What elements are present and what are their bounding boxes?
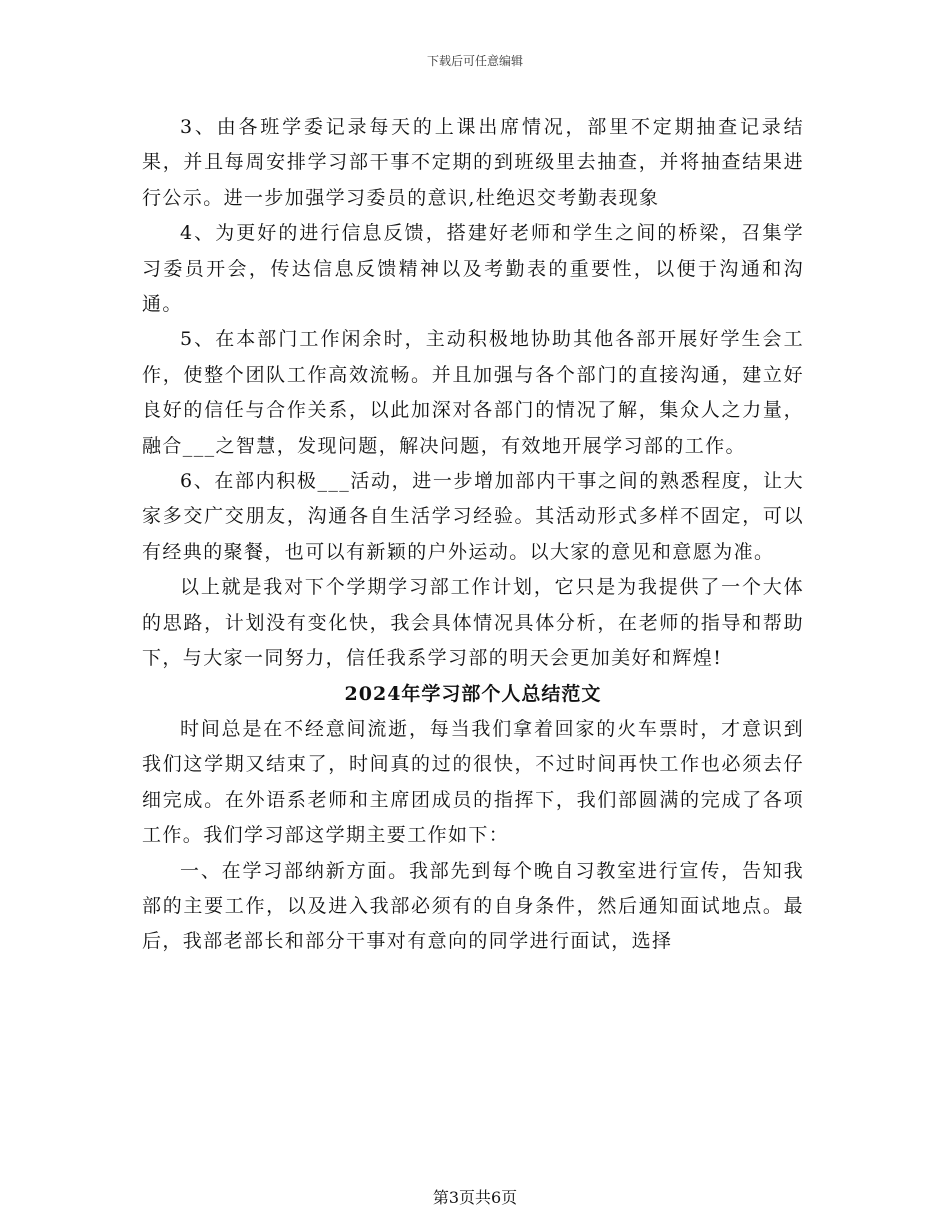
section-title: 2024年学习部个人总结范文 [344, 682, 602, 705]
paragraph-item-4: 4、为更好的进行信息反馈，搭建好老师和学生之间的桥梁，召集学习委员开会，传达信息反馈精神以及考勤表的重要性，以便于沟通和沟通。 [142, 222, 804, 316]
page-header-note: 下载后可任意编辑 [426, 54, 523, 68]
paragraph-intro: 时间总是在不经意间流逝，每当我们拿着回家的火车票时，才意识到我们这学期又结束了，时间真的过的很快，不过时间再快工作也必须去仔细完成。在外语系老师和主席团成员的指挥下，我们部圆满的完成了各项工作。我们学习部这学期主要工作如下： [142, 717, 804, 847]
paragraph-item-5: 5、在本部门工作闲余时，主动积极地协助其他各部开展好学生会工作，使整个团队工作高效流畅。并且加强与各个部门的直接沟通，建立好良好的信任与合作关系，以此加深对各部门的情况了解，集众人之力量，融合___之智慧，发现问题，解决问题，有效地开展学习部的工作。 [142, 328, 804, 457]
paragraph-item-3: 3、由各班学委记录每天的上课出席情况，部里不定期抽查记录结果，并且每周安排学习部干事不定期的到班级里去抽查，并将抽查结果进行公示。进一步加强学习委员的意识,杜绝迟交考勤表现象 [142, 116, 804, 209]
paragraph-item-6: 6、在部内积极___活动，进一步增加部内干事之间的熟悉程度，让大家多交广交朋友，沟通各自生活学习经验。其活动形式多样不固定，可以有经典的聚餐，也可以有新颖的户外运动。以大家的意见和意愿为准。 [142, 470, 804, 563]
paragraph-recruitment: 一、在学习部纳新方面。我部先到每个晚自习教室进行宣传，告知我部的主要工作，以及进入我部必须有的自身条件，然后通知面试地点。最后，我部老部长和部分干事对有意向的同学进行面试，选择 [142, 859, 804, 953]
paragraph-conclusion: 以上就是我对下个学期学习部工作计划，它只是为我提供了一个大体的思路，计划没有变化快，我会具体情况具体分析，在老师的指导和帮助下，与大家一同努力，信任我系学习部的明天会更加美好和辉煌! [142, 576, 804, 670]
page-number: 第3页共6页 [432, 1188, 518, 1207]
document-body [142, 110, 804, 960]
